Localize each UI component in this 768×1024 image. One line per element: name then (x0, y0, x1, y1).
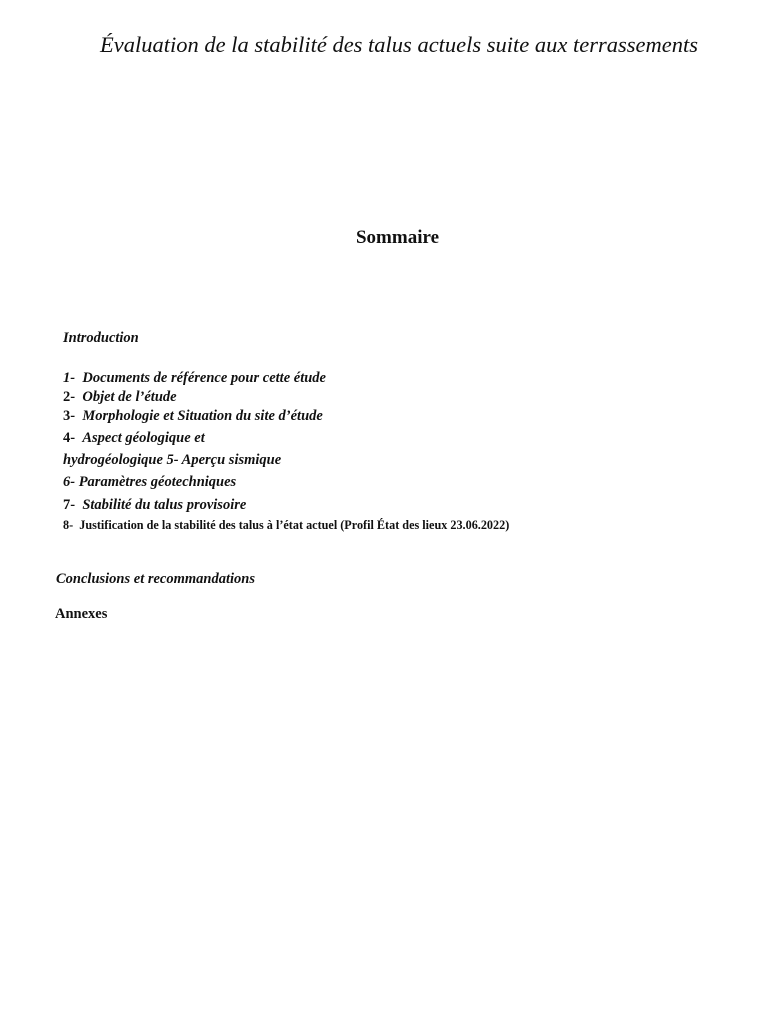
toc-item-4-continuation: hydrogéologique 5- Aperçu sismique (63, 452, 282, 468)
toc-item-2 (63, 389, 177, 406)
toc-item-4-number: 4- (63, 430, 76, 446)
toc-item-7-number: 7- (63, 497, 76, 513)
toc-item-4-text: Aspect géologique et (82, 430, 205, 446)
toc-item-6: 6- Paramètres géotechniques (63, 474, 237, 490)
toc-item-8-number: 8- (63, 518, 74, 532)
toc-item-3-number: 3- (63, 408, 76, 424)
toc-item-2-number: 2- (63, 389, 76, 405)
toc-item-2-text: Objet de l’étude (82, 389, 177, 405)
toc-item-7-text: Stabilité du talus provisoire (82, 497, 247, 513)
toc-item-1-text: Documents de référence pour cette étude (82, 370, 326, 386)
toc-item-8 (63, 518, 509, 533)
toc-item-1-number: 1- (63, 370, 76, 386)
toc-item-1 (63, 370, 326, 387)
document-title: Évaluation de la stabilité des talus actuels suite aux terrassements (99, 32, 699, 57)
toc-item-3 (63, 408, 323, 425)
toc-item-3-text: Morphologie et Situation du site d’étude (82, 408, 323, 424)
toc-item-8-text: Justification de la stabilité des talus à l’état actuel (Profil État des lieux 23.06.2022) (79, 518, 510, 532)
toc-item-4 (63, 430, 205, 447)
toc-introduction: Introduction (63, 330, 139, 346)
toc-annexes: Annexes (55, 606, 108, 622)
toc-item-7 (63, 497, 246, 514)
toc-conclusions: Conclusions et recommandations (56, 571, 256, 587)
summary-heading: Sommaire (355, 227, 440, 248)
